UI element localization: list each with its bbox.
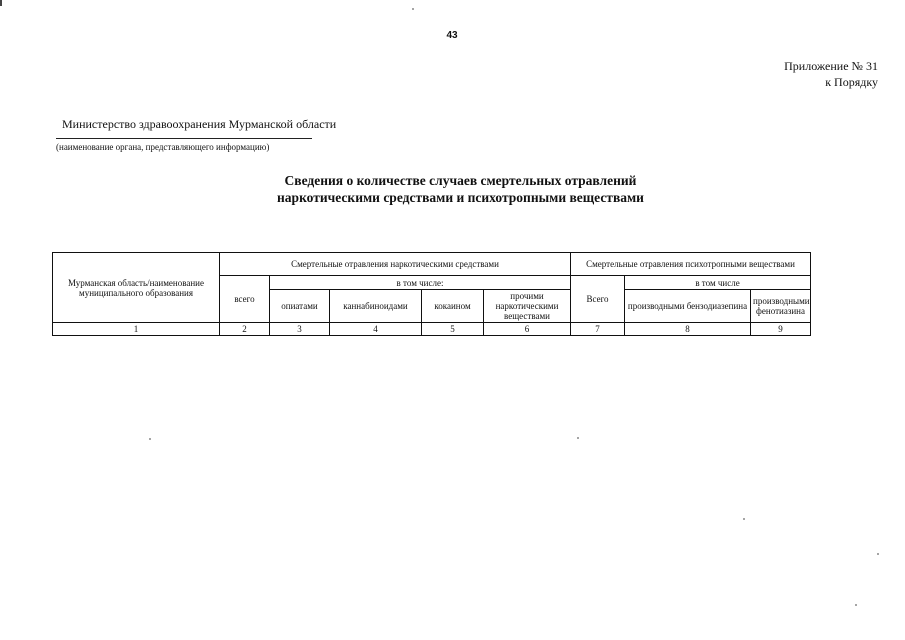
column-number: 7 — [571, 323, 625, 336]
column-number: 3 — [270, 323, 330, 336]
header-total-psychotropic: Всего — [571, 276, 625, 323]
appendix-line-1: Приложение № 31 — [784, 59, 878, 73]
header-other-narcotic: прочими наркотическими веществами — [484, 290, 571, 323]
column-number: 5 — [422, 323, 484, 336]
scan-speck — [412, 8, 414, 10]
scan-edge-mark — [0, 0, 2, 6]
header-subgroup-narcotic: в том числе: — [270, 276, 571, 290]
scan-speck — [855, 604, 857, 606]
column-number: 6 — [484, 323, 571, 336]
header-group-narcotic: Смертельные отравления наркотическими средствами — [220, 253, 571, 276]
organization-underline — [56, 138, 312, 139]
scan-speck — [877, 553, 879, 555]
column-number: 1 — [53, 323, 220, 336]
organization-name: Министерство здравоохранения Мурманской области — [62, 117, 337, 131]
header-phenothiazine: производными фенотиазина — [751, 290, 811, 323]
column-number: 9 — [751, 323, 811, 336]
header-subgroup-psychotropic: в том числе — [625, 276, 811, 290]
title-line-2: наркотическими средствами и психотропными веществами — [277, 190, 644, 205]
scan-speck — [149, 438, 151, 440]
title-line-1: Сведения о количестве случаев смертельных отравлений — [284, 173, 637, 188]
header-region: Мурманская область/наименование муниципального образования — [53, 253, 220, 323]
column-number: 4 — [330, 323, 422, 336]
header-benzodiazepine: производными бензодиазепина — [625, 290, 751, 323]
organization-caption: (наименование органа, представляющего информацию) — [56, 142, 270, 152]
header-total-narcotic: всего — [220, 276, 270, 323]
column-number: 2 — [220, 323, 270, 336]
appendix-line-2: к Порядку — [825, 75, 878, 89]
report-table — [52, 252, 811, 336]
document-title — [0, 172, 905, 206]
column-number: 8 — [625, 323, 751, 336]
page-number: 43 — [446, 30, 458, 41]
scan-speck — [743, 518, 745, 520]
scan-speck — [577, 437, 579, 439]
appendix-label — [784, 58, 878, 90]
header-cocaine: кокаином — [422, 290, 484, 323]
header-opiates: опиатами — [270, 290, 330, 323]
header-cannabinoids: каннабиноидами — [330, 290, 422, 323]
header-group-psychotropic: Смертельные отравления психотропными веществами — [571, 253, 811, 276]
